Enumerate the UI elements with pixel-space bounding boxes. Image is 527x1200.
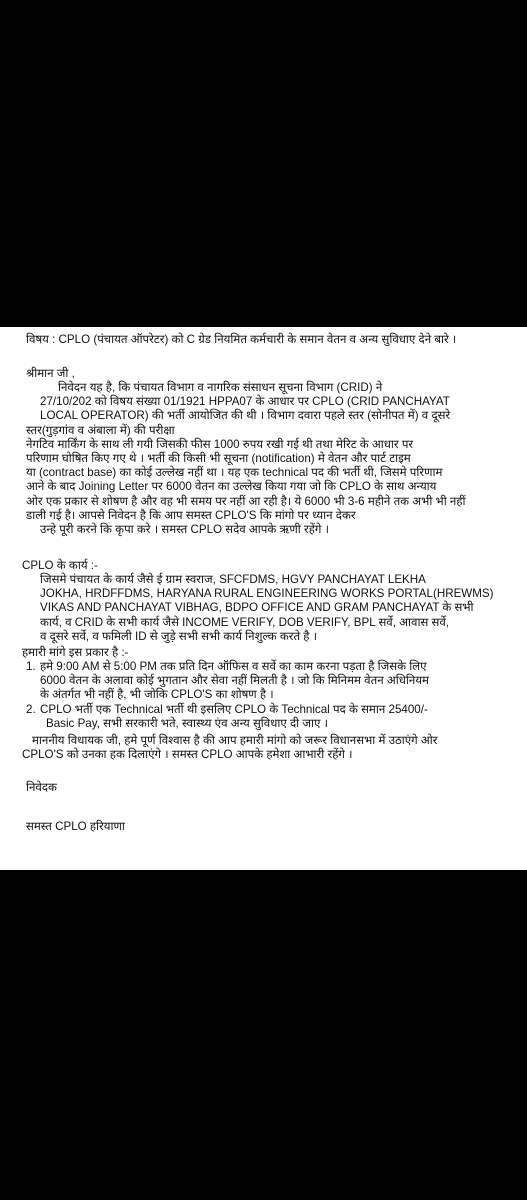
closing-paragraph — [22, 734, 522, 762]
demand-line: Basic Pay, सभी सरकारी भते, स्वास्थ्य एंव अन्य सुविधाए दी जाए । — [46, 716, 329, 730]
closing-line: CPLO'S को उनका हक दिलाएंगे । समस्त CPLO आपके हमेशा आभारी रहेंगे । — [22, 748, 353, 762]
demand-number: 2. — [26, 702, 36, 716]
demand-item — [26, 660, 521, 703]
body-line: स्तर(गुड़गांव व अंबाला में) की परीक्षा — [26, 423, 175, 437]
signature: समस्त CPLO हरियाणा — [26, 820, 125, 833]
demands-heading: हमारी मांगे इस प्रकार है :- — [22, 646, 129, 659]
letter-body — [26, 381, 521, 537]
body-line: 27/10/202 को विषय संख्या 01/1921 HPPA07 के आधार पर CPLO (CRID PANCHAYAT — [40, 395, 450, 409]
body-line: आने के बाद Joining Letter पर 6000 वेतन का उल्लेख किया गया जो कि CPLO के साथ अन्याय — [26, 480, 437, 494]
demand-line: के अंतर्गत भी नहीं है, भी जोकि CPLO'S का शोषण है । — [40, 688, 274, 702]
work-line: कार्य, व CRID के सभी कार्य जैसे INCOME VERIFY, DOB VERIFY, BPL सर्वे, आवास सर्वे, — [40, 615, 450, 629]
demand-item — [26, 703, 521, 731]
demand-line: 6000 वेतन के अलावा कोई भुगतान और सेवा नहीं मिलती है । जो कि मिनिमम वेतन अधिनियम — [40, 674, 429, 688]
closing-line: माननीय विधायक जी, हमे पूर्ण विश्वास है की आप हमारी मांगो को जरूर विधानसभा में उठाएंगे ओर — [32, 734, 438, 747]
body-line: निवेदन यह है, कि पंचायत विभाग व नागरिक संसाधन सूचना विभाग (CRID) ने — [58, 381, 383, 394]
work-line: व दूसरे सर्वे, व फमिली ID से जुड़े सभी सभी कार्य निशुल्क करते है । — [40, 629, 318, 643]
work-line: JOKHA, HRDFFDMS, HARYANA RURAL ENGINEERING WORKS PORTAL(HREWMS) — [40, 587, 494, 601]
sign-off: निवेदक — [26, 781, 57, 794]
body-line: ओर एक प्रकार से शोषण है और वह भी समय पर नहीं आ रही है। ये 6000 भी 3-6 महीने तक अभी भी नहीं — [26, 494, 466, 508]
body-line: LOCAL OPERATOR) की भर्ती आयोजित की थी । विभाग दवारा पहले स्तर (सोनीपत में) व दूसरे — [40, 409, 451, 423]
work-list — [26, 573, 521, 644]
work-heading: CPLO के कार्य :- — [22, 559, 98, 572]
work-line: जिसमे पंचायत के कार्य जैसे ई ग्राम स्वराज, SFCFDMS, HGVY PANCHAYAT LEKHA — [40, 573, 426, 586]
demand-line: CPLO भर्ती एक Technical भर्ती थी इसलिए CPLO के Technical पद के समान 25400/- — [40, 702, 428, 716]
body-line: डाली गई है। आपसे निवेदन है कि आप समस्त CPLO'S कि मांगो पर ध्यान देकर — [26, 508, 356, 522]
body-line: परिणाम घोषित किए गए थे । भर्ती की किसी भी सूचना (notification) मे वेतन और पार्ट टाइम — [26, 452, 411, 466]
letter-subject: विषय : CPLO (पंचायत ऑपरेटर) को C ग्रेड नियमित कर्मचारी के समान वेतन व अन्य सुविधाए देने बारे । — [26, 333, 457, 346]
demand-number: 1. — [26, 660, 36, 673]
body-line: उन्हे पूरी करने कि कृपा करे । समस्त CPLO सदेव आपके ऋणी रहेंगे । — [40, 523, 330, 537]
letter-document — [0, 327, 527, 870]
body-line: या (contract base) का कोई उल्लेख नहीं था । यह एक technical पद की भर्ती थी, जिसमे परिणाम — [26, 466, 443, 480]
body-line: नेगटिव मार्किंग के साथ ली गयी जिसकी फीस 1000 रुपय रखी गई थी तथा मेरिट के आधार पर — [26, 437, 414, 451]
demands-list — [26, 660, 521, 731]
work-line: VIKAS AND PANCHAYAT VIBHAG, BDPO OFFICE AND GRAM PANCHAYAT के सभी — [40, 601, 474, 615]
demand-line: हमे 9:00 AM से 5:00 PM तक प्रति दिन ऑफिस व सर्वे का काम करना पड़ता है जिसके लिए — [40, 660, 427, 673]
letter-salutation: श्रीमान जी , — [26, 367, 75, 380]
